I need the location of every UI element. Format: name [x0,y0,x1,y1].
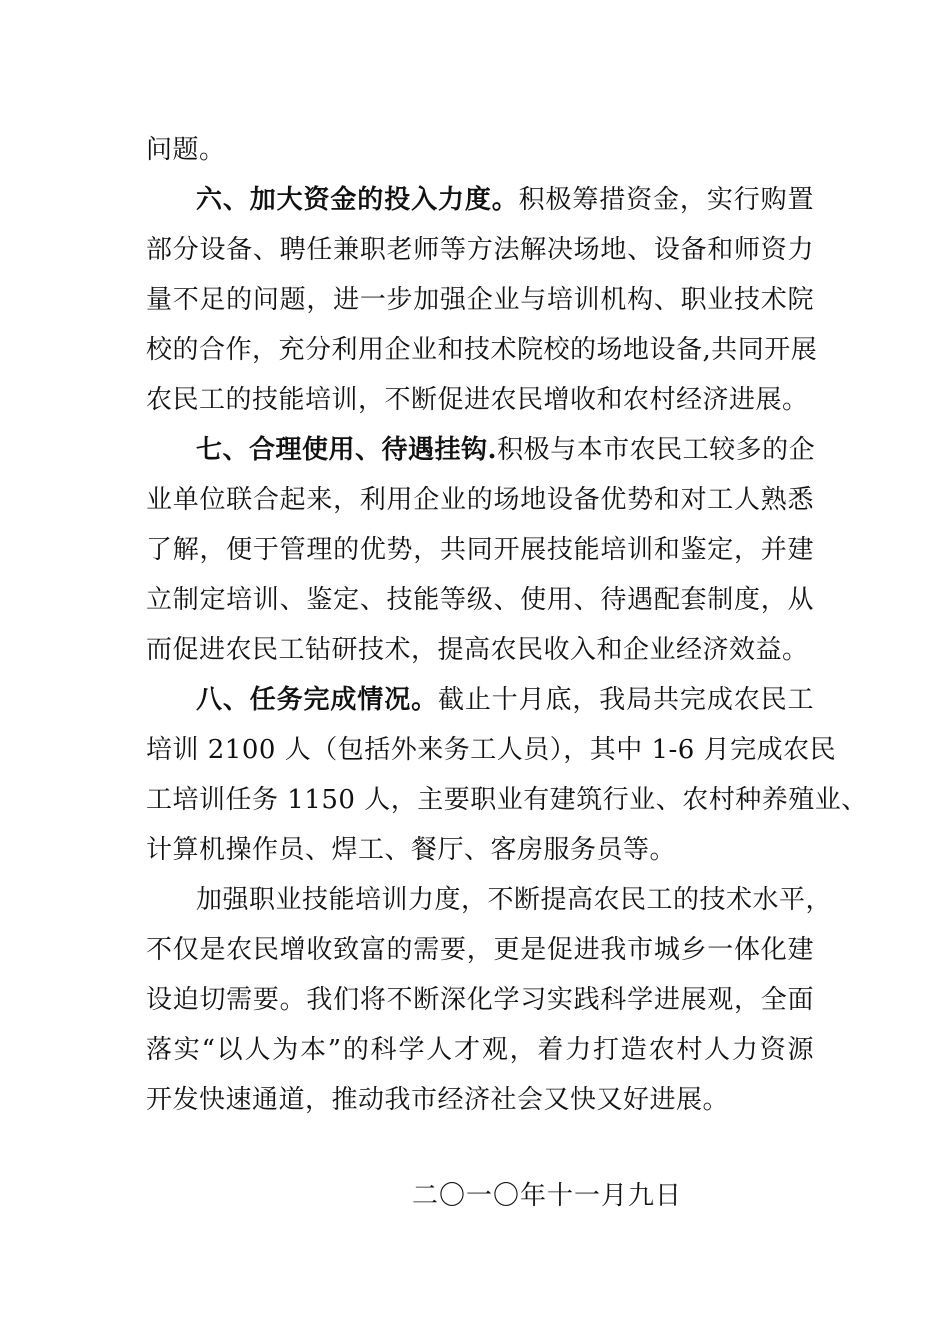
section-seven-first-line [196,430,814,470]
paragraph-line: 了解，便于管理的优势，共同开展技能培训和鉴定，并建 [146,535,814,565]
section-heading-eight: 八、任务完成情况。 [196,685,438,715]
paragraph-line: 加强职业技能培训力度，不断提高农民工的技术水平， [196,885,833,915]
text-run: 问题。 [146,135,226,165]
paragraph-line: 计算机操作员、焊工、餐厅、客房服务员等。 [146,835,677,865]
paragraph-line: 立制定培训、鉴定、技能等级、使用、待遇配套制度，从 [146,585,814,615]
section-six-first-line [196,180,814,220]
paragraph-line: 部分设备、聘任兼职老师等方法解决场地、设备和师资力 [146,235,814,265]
document-date: 二〇一〇年十一月九日 [412,1181,683,1211]
text-run: 积极筹措资金，实行购置 [518,185,814,215]
paragraph-line: 不仅是农民增收致富的需要，更是促进我市城乡一体化建 [146,935,814,965]
paragraph-line: 业单位联合起来，利用企业的场地设备优势和对工人熟悉 [146,485,814,515]
paragraph-line: 工培训任务 1150 人，主要职业有建筑行业、农村种养殖业、 [146,785,868,815]
section-eight-first-line [196,680,814,720]
paragraph-line: 设迫切需要。我们将不断深化学习实践科学进展观，全面 [146,985,814,1015]
section-heading-six: 六、加大资金的投入力度。 [196,185,519,215]
paragraph-line: 量不足的问题，进一步加强企业与培训机构、职业技术院 [146,285,814,315]
text-run: 积极与本市农民工较多的企 [497,435,816,465]
paragraph-line: 落实“以人为本”的科学人才观，着力打造农村人力资源 [146,1035,814,1065]
paragraph-line: 开发快速通道，推动我市经济社会又快又好进展。 [146,1085,730,1115]
text-run: 截止十月底，我局共完成农民工 [437,685,814,715]
section-heading-seven: 七、合理使用、待遇挂钩. [196,435,498,465]
paragraph-line: 培训 2100 人（包括外来务工人员），其中 1-6 月完成农民 [146,735,837,765]
paragraph-line: 而促进农民工钻研技术，提高农民收入和企业经济效益。 [146,635,809,665]
paragraph-line: 农民工的技能培训，不断促进农民增收和农村经济进展。 [146,385,809,415]
paragraph-line [146,130,814,170]
paragraph-line: 校的合作，充分利用企业和技术院校的场地设备,共同开展 [146,335,818,365]
